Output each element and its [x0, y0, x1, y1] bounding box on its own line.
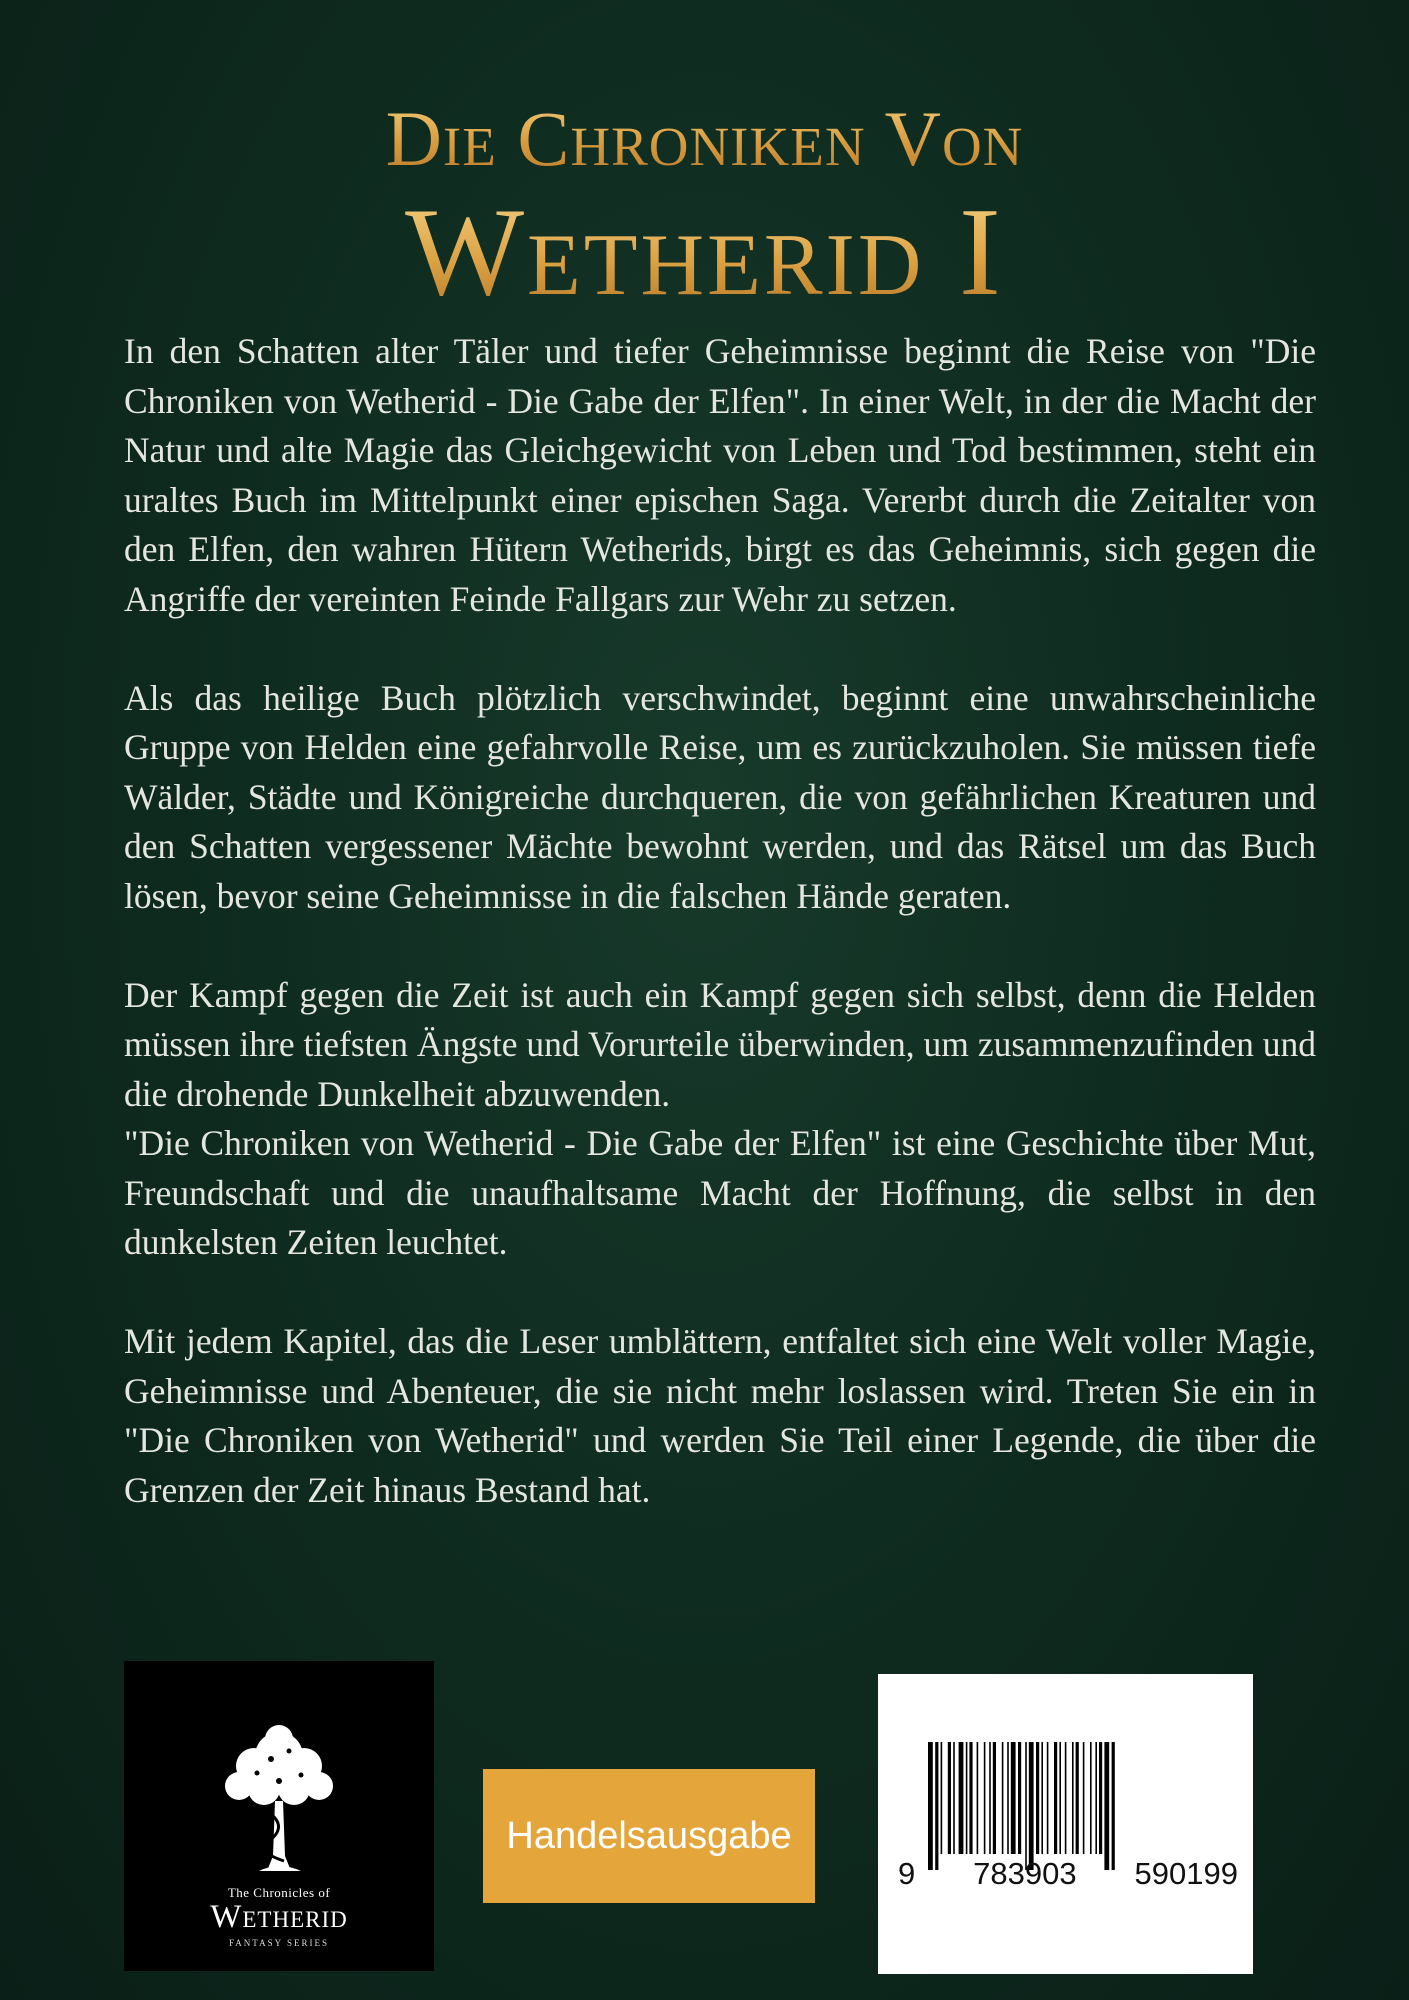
- publisher-logo: [124, 1661, 434, 1971]
- barcode-bar: [1036, 1742, 1039, 1854]
- barcode-bar: [953, 1742, 955, 1854]
- barcode-bar: [1002, 1742, 1004, 1854]
- blurb-paragraph-5: Mit jedem Kapitel, das die Leser umblättern, entfaltet sich eine Welt voller Magie, Geheimnisse und Abenteuer, die sie nicht mehr loslassen wird. Treten Sie ein in "Die Chroniken von Wetherid" und werden Sie Teil einer Legende, die über die Grenzen der Zeit hinaus Bestand hat.: [124, 1321, 1316, 1510]
- isbn-group-2: 590199: [1134, 1856, 1238, 1891]
- title-line-1: Die Chroniken Von: [0, 95, 1409, 183]
- barcode-bar: [984, 1742, 986, 1854]
- logo-series: FANTASY SERIES: [228, 1938, 330, 1948]
- barcode-bar: [935, 1742, 938, 1870]
- barcode-bar: [1095, 1742, 1097, 1854]
- barcode-bar: [1099, 1742, 1102, 1854]
- isbn-group-1: 783903: [973, 1856, 1077, 1891]
- barcode-bar: [1029, 1742, 1034, 1870]
- barcode-bar: [948, 1742, 951, 1854]
- barcode-bar: [1018, 1742, 1021, 1854]
- blurb-paragraph-2: Als das heilige Buch plötzlich verschwindet, beginnt eine unwahrscheinliche Gruppe von Helden eine gefahrvolle Reise, um es zurückzuholen. Sie müssen tiefe Wälder, Städte und Königreiche durchqueren, die von gefährlichen Kreaturen und den Schatten vergessener Mächte bewohnt werden, und das Rätsel um das Buch lösen, bevor seine Geheimnisse in die falschen Hände geraten.: [124, 677, 1316, 916]
- blurb-paragraph-1: In den Schatten alter Täler und tiefer Geheimnisse beginnt die Reise von "Die Chroniken von Wetherid - Die Gabe der Elfen". In einer Welt, in der die Macht der Natur und alte Magie das Gleichgewicht von Leben und Tod bestimmen, steht ein uraltes Buch im Mittelpunkt einer epischen Saga. Vererbt durch die Zeitalter von den Elfen, den wahren Hütern Wetherids, birgt es das Geheimnis, sich gegen die Angriffe der vereinten Feinde Fallgars zur Wehr zu setzen.: [124, 331, 1316, 619]
- isbn-lead-digit: 9: [898, 1856, 916, 1891]
- barcode-bar: [1112, 1742, 1115, 1870]
- barcode-bar: [966, 1742, 968, 1854]
- blurb-paragraph-4: "Die Chroniken von Wetherid - Die Gabe der Elfen" ist eine Geschichte über Mut, Freundschaft und die unaufhaltsame Macht der Hoffnung, die selbst in den dunkelsten Zeiten leuchtet.: [124, 1123, 1316, 1262]
- barcode-bar: [993, 1742, 996, 1854]
- barcode-bar: [959, 1742, 964, 1854]
- barcode-bar: [989, 1742, 991, 1854]
- barcode-bar: [969, 1742, 972, 1854]
- logo-subtitle: The Chronicles of: [227, 1885, 331, 1900]
- logo-title: Wetherid: [210, 1899, 348, 1935]
- barcode-bar: [1041, 1742, 1043, 1854]
- barcode-bar: [1090, 1742, 1092, 1854]
- barcode-bar: [1007, 1742, 1009, 1854]
- barcode-bars: [878, 1674, 1253, 1974]
- barcode-bar: [928, 1742, 933, 1870]
- title-block: [0, 95, 1409, 323]
- barcode-bar: [1083, 1742, 1085, 1854]
- isbn-digits: [898, 1856, 1238, 1892]
- barcode-bar: [1104, 1742, 1109, 1870]
- barcode-bar: [1072, 1742, 1074, 1854]
- back-cover-blurb: [124, 327, 1316, 1565]
- isbn-barcode: [878, 1674, 1253, 1974]
- barcode-bar: [1011, 1742, 1016, 1854]
- blurb-paragraph-3: Der Kampf gegen die Zeit ist auch ein Kampf gegen sich selbst, denn die Helden müssen ihre tiefsten Ängste und Vorurteile überwinden, um zusammenzufinden und die drohende Dunkelheit abzuwenden.: [124, 974, 1316, 1114]
- barcode-bar: [1054, 1742, 1057, 1854]
- barcode-bar: [1059, 1742, 1061, 1854]
- barcode-bar: [941, 1742, 943, 1854]
- barcode-bar: [1047, 1742, 1049, 1854]
- tree-dragon-icon: [209, 1711, 349, 1881]
- barcode-bar: [1025, 1742, 1027, 1870]
- title-line-2: Wetherid I: [0, 183, 1409, 323]
- barcode-bar: [1065, 1742, 1067, 1854]
- barcode-bar: [977, 1742, 979, 1854]
- barcode-bar: [1076, 1742, 1079, 1854]
- edition-badge: Handelsausgabe: [483, 1769, 815, 1903]
